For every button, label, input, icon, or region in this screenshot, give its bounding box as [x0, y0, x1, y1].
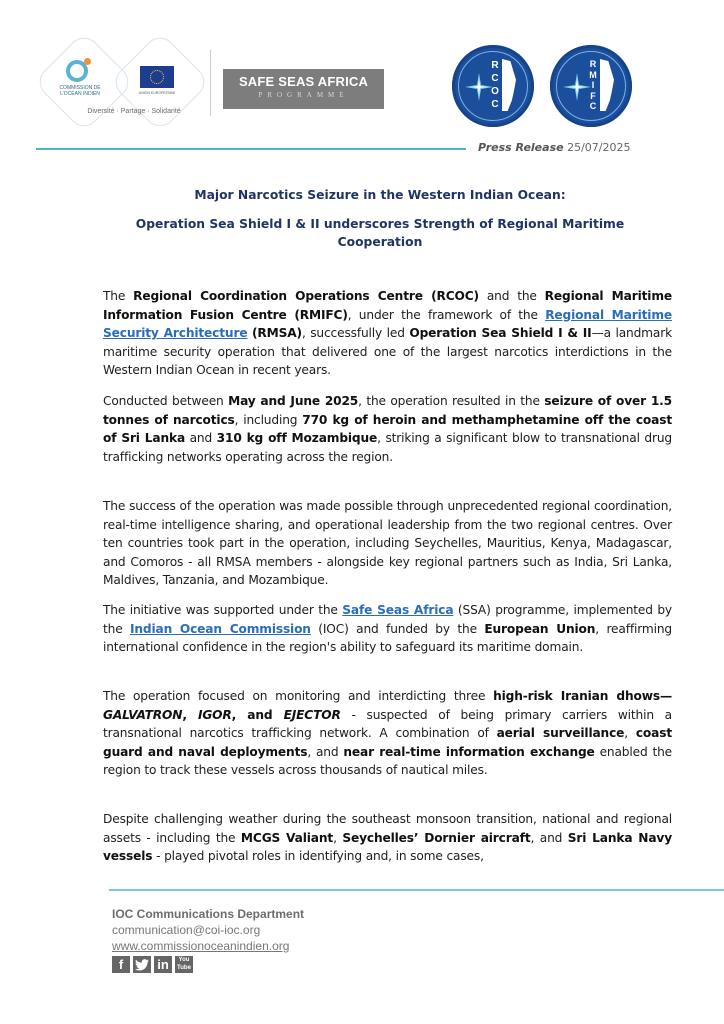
seal-letter: F — [590, 90, 596, 101]
footer-contact — [112, 906, 304, 973]
text: , and — [307, 744, 344, 759]
text: , striking a significant blow to transnational drug trafficking networks operating across the region. — [103, 431, 672, 464]
paragraph-3: The success of the operation was made possible through unprecedented regional coordination, real-time intelligence sharing, and operational leadership from the two regional centres. Over ten countries took part in the operation, including Seychelles, Mauritius, Kenya, Madagascar, and Comoros - all RMSA members - alongside key regional partners such as India, Sri Lanka, Maldives, Tanzania, and Mozambique. — [103, 499, 672, 588]
text: , the operation resulted in the — [358, 394, 545, 408]
text: The initiative was supported under the — [103, 603, 343, 617]
paragraph-5 — [103, 687, 672, 780]
text: - suspected of being primary carriers within a transnational narcotics trafficking network. A combination of — [103, 707, 672, 741]
header-divider — [210, 50, 211, 116]
link-safe-seas-africa[interactable]: Safe Seas Africa — [342, 603, 454, 617]
footer-website-link[interactable]: www.commissionoceanindien.org — [112, 939, 290, 953]
text: The operation focused on monitoring and interdicting three — [103, 689, 494, 703]
bold-text: seizure of over 1.5 tonnes of narcotics — [103, 394, 672, 427]
paragraph-6 — [103, 810, 672, 866]
bold-text: (RMSA) — [251, 326, 302, 341]
text: and — [185, 431, 217, 446]
press-release-line — [478, 141, 630, 154]
seal-letter: R — [491, 60, 499, 71]
paragraph-2 — [103, 392, 672, 466]
footer-rule — [109, 889, 724, 891]
bold-text: , — [182, 707, 198, 722]
twitter-icon[interactable] — [133, 956, 151, 973]
compass-star-icon — [465, 73, 493, 101]
vessel-name: EJECTOR — [283, 707, 341, 722]
bold-text: 770 kg of heroin and methamphetamine off the coast of Sri Lanka — [103, 412, 673, 446]
ioc-motto: Diversité · Partage · Solidarité — [87, 108, 181, 115]
compass-star-icon — [563, 73, 591, 101]
bold-text: Operation Sea Shield I & II — [409, 326, 592, 341]
text: , and — [530, 830, 568, 845]
ioc-eu-logo — [36, 42, 206, 120]
social-icons — [112, 956, 304, 973]
ioc-emblem-dot-icon — [84, 58, 91, 65]
press-release-label: Press Release — [478, 141, 564, 154]
link-indian-ocean-commission[interactable]: Indian Ocean Commission — [129, 621, 311, 636]
safe-seas-africa-logo — [223, 69, 384, 109]
seal-letter: C — [491, 73, 499, 84]
seal-letter: O — [491, 86, 499, 97]
rcoc-seal-logo — [452, 45, 534, 127]
text: , including — [234, 412, 303, 427]
rcoc-letters — [490, 59, 500, 111]
seal-letter: C — [589, 101, 597, 111]
bold-text: 310 kg off Mozambique — [216, 431, 378, 446]
paragraph-4 — [103, 601, 672, 657]
text: , — [624, 726, 636, 741]
eu-flag-icon — [140, 66, 174, 88]
eu-logo-text: UNION EUROPÉENNE — [138, 91, 176, 95]
text: and the — [478, 289, 545, 303]
bold-text: aerial surveillance — [496, 726, 625, 741]
text: , under the framework of the — [347, 307, 546, 322]
seal-letter: C — [491, 99, 499, 110]
ioc-logo-text: COMMISSION DE L'OCÉAN INDIEN — [59, 85, 101, 97]
bold-text: European Union — [484, 621, 596, 636]
press-release-date: 25/07/2025 — [567, 141, 631, 154]
bold-text: high-risk Iranian dhows— — [493, 689, 672, 703]
text: , successfully led — [301, 326, 410, 341]
facebook-icon[interactable]: f — [112, 956, 130, 973]
text: The — [103, 289, 134, 303]
text: - played pivotal roles in identifying and, in some cases, — [152, 849, 484, 864]
footer-email[interactable]: communication@coi-ioc.org — [112, 923, 261, 937]
bold-text: Sri Lanka Navy vessels — [103, 830, 673, 864]
rmifc-seal-logo — [550, 45, 632, 127]
bold-text: near real-time information exchange — [343, 744, 595, 759]
text: Conducted between — [103, 394, 229, 408]
ssa-logo-subtitle: PROGRAMME — [258, 91, 349, 99]
bold-text: Seychelles’ Dornier aircraft — [342, 830, 531, 845]
text: , — [333, 830, 343, 845]
bold-text: Regional Maritime Information Fusion Centre (RMIFC) — [103, 289, 672, 322]
text: (SSA) programme, implemented by the — [103, 603, 672, 636]
subheadline: Operation Sea Shield I & II underscores Strength of Regional Maritime Cooperation — [135, 217, 625, 249]
text: —a landmark maritime security operation that delivered one of the largest narcotics interdictions in the Western Indian Ocean in recent years. — [103, 326, 672, 378]
footer-department: IOC Communications Department — [112, 907, 305, 921]
rmifc-letters — [588, 59, 598, 112]
paragraph-1 — [103, 287, 672, 380]
text: Despite challenging weather during the southeast monsoon transition, national and regional assets - including the — [103, 812, 672, 845]
text: enabled the region to track these vessels across thousands of nautical miles. — [103, 744, 673, 778]
linkedin-icon[interactable]: in — [154, 956, 172, 973]
seal-letter: I — [591, 80, 595, 90]
bold-text: coast guard and naval deployments — [103, 726, 672, 759]
seal-letter: M — [589, 69, 597, 80]
headline: Major Narcotics Seizure in the Western Indian Ocean: — [194, 188, 566, 202]
bold-text: May and June 2025 — [228, 394, 359, 408]
youtube-icon[interactable]: You Tube — [175, 956, 193, 973]
vessel-name: IGOR — [197, 707, 232, 722]
link-rmsa[interactable]: Regional Maritime Security Architecture — [103, 307, 672, 341]
vessel-name: GALVATRON — [103, 707, 183, 722]
header-rule — [36, 148, 466, 150]
bold-text: , and — [231, 707, 284, 722]
ssa-logo-title: SAFE SEAS AFRICA — [238, 74, 369, 89]
bold-text: Regional Coordination Operations Centre (RCOC) — [133, 289, 479, 303]
text: (IOC) and funded by the — [310, 621, 485, 636]
text: , reaffirming international confidence in the region's ability to safeguard its maritime domain. — [103, 621, 672, 655]
bold-text: MCGS Valiant — [240, 830, 334, 845]
seal-letter: R — [589, 59, 597, 69]
